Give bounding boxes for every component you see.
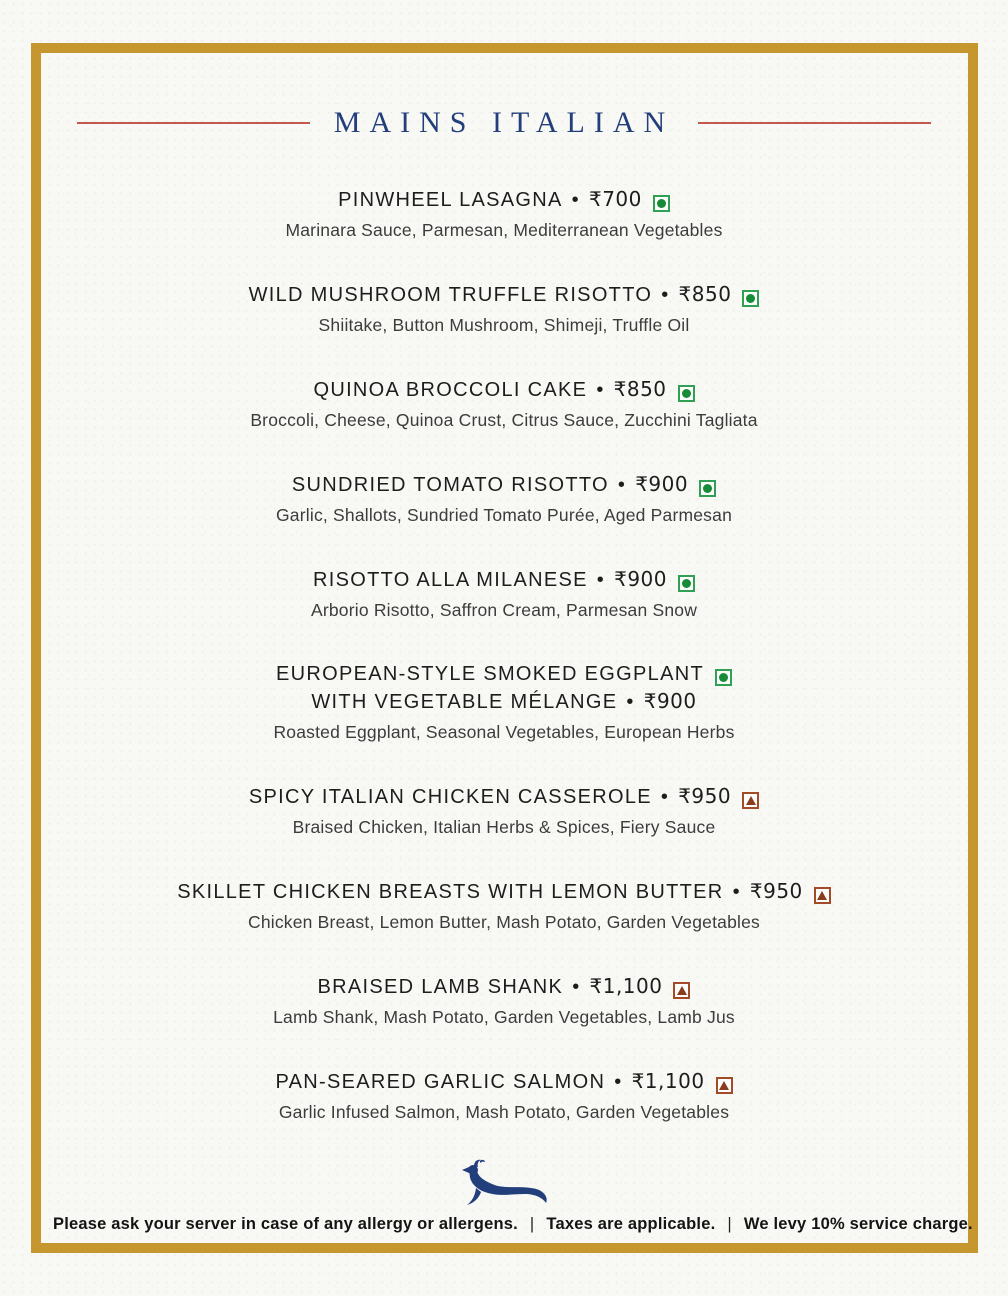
veg-indicator-icon <box>678 385 695 402</box>
peacock-logo-icon <box>454 1157 554 1209</box>
item-title <box>60 783 948 811</box>
menu-item <box>60 376 948 432</box>
item-title <box>60 1068 948 1096</box>
allergy-note: Please ask your server in case of any allergy or allergens. <box>53 1215 518 1233</box>
item-price: ₹900 <box>635 472 689 496</box>
veg-indicator-icon <box>715 669 732 686</box>
item-name: BRAISED LAMB SHANK <box>317 976 564 998</box>
item-description: Garlic, Shallots, Sundried Tomato Purée, Aged Parmesan <box>276 505 732 525</box>
item-title <box>60 566 948 594</box>
nonveg-indicator-icon <box>814 887 831 904</box>
menu-item <box>60 281 948 337</box>
menu-item <box>60 1068 948 1124</box>
item-title <box>60 878 948 906</box>
footer-separator: | <box>727 1215 732 1233</box>
service-charge-note: We levy 10% service charge. <box>743 1215 973 1233</box>
item-title <box>60 471 948 499</box>
bullet-separator: • <box>660 786 670 808</box>
bullet-separator: • <box>614 1071 623 1093</box>
menu-item <box>60 566 948 622</box>
title-rule-right <box>698 122 931 124</box>
menu-item-list <box>60 186 948 1163</box>
item-name: PINWHEEL LASAGNA <box>338 189 563 211</box>
item-title <box>60 281 948 309</box>
menu-item <box>60 783 948 839</box>
item-price: ₹900 <box>643 689 697 713</box>
footer-note <box>53 1215 973 1234</box>
item-name: RISOTTO ALLA MILANESE <box>312 569 588 591</box>
item-description: Roasted Eggplant, Seasonal Vegetables, European Herbs <box>273 722 735 742</box>
item-price: ₹850 <box>678 282 732 306</box>
nonveg-indicator-icon <box>742 792 759 809</box>
item-name: WILD MUSHROOM TRUFFLE RISOTTO <box>248 284 653 306</box>
bullet-separator: • <box>596 569 606 591</box>
item-name-line2: WITH VEGETABLE MÉLANGE <box>311 691 618 713</box>
nonveg-indicator-icon <box>673 982 690 999</box>
menu-item <box>60 973 948 1029</box>
item-description: Garlic Infused Salmon, Mash Potato, Garden Vegetables <box>278 1102 730 1122</box>
item-description: Shiitake, Button Mushroom, Shimeji, Truffle Oil <box>318 315 690 335</box>
bullet-separator: • <box>571 189 580 211</box>
page-footer <box>53 1157 973 1234</box>
item-description: Lamb Shank, Mash Potato, Garden Vegetables, Lamb Jus <box>273 1007 735 1027</box>
item-name: SPICY ITALIAN CHICKEN CASSEROLE <box>248 786 652 808</box>
item-title-line2 <box>60 688 948 716</box>
item-name: PAN-SEARED GARLIC SALMON <box>275 1071 606 1093</box>
item-description: Marinara Sauce, Parmesan, Mediterranean Vegetables <box>285 220 723 240</box>
section-header <box>0 106 1008 140</box>
item-description: Chicken Breast, Lemon Butter, Mash Potato, Garden Vegetables <box>247 912 760 932</box>
item-title <box>60 661 948 688</box>
taxes-note: Taxes are applicable. <box>546 1215 716 1233</box>
item-price: ₹950 <box>749 879 803 903</box>
veg-indicator-icon <box>742 290 759 307</box>
item-price: ₹850 <box>613 377 667 401</box>
item-name: SKILLET CHICKEN BREASTS WITH LEMON BUTTER <box>177 881 724 903</box>
veg-indicator-icon <box>678 575 695 592</box>
bullet-separator: • <box>572 976 581 998</box>
menu-item <box>60 661 948 744</box>
item-title <box>60 973 948 1001</box>
veg-indicator-icon <box>699 480 716 497</box>
item-name: EUROPEAN-STYLE SMOKED EGGPLANT <box>276 663 704 685</box>
item-price: ₹950 <box>678 784 732 808</box>
title-rule-left <box>77 122 310 124</box>
item-name: SUNDRIED TOMATO RISOTTO <box>291 474 609 496</box>
menu-item <box>60 878 948 934</box>
menu-item <box>60 186 948 242</box>
item-price: ₹1,100 <box>631 1069 705 1093</box>
nonveg-indicator-icon <box>716 1077 733 1094</box>
bullet-separator: • <box>626 691 635 713</box>
menu-item <box>60 471 948 527</box>
item-price: ₹900 <box>614 567 668 591</box>
veg-indicator-icon <box>653 195 670 212</box>
item-description: Arborio Risotto, Saffron Cream, Parmesan Snow <box>310 600 698 620</box>
item-price: ₹700 <box>588 187 642 211</box>
section-title: MAINS ITALIAN <box>333 106 675 139</box>
bullet-separator: • <box>661 284 670 306</box>
footer-separator: | <box>529 1215 535 1233</box>
item-description: Broccoli, Cheese, Quinoa Crust, Citrus Sauce, Zucchini Tagliata <box>250 410 758 430</box>
item-price: ₹1,100 <box>589 974 663 998</box>
bullet-separator: • <box>732 881 741 903</box>
item-title <box>60 376 948 404</box>
bullet-separator: • <box>617 474 627 496</box>
item-description: Braised Chicken, Italian Herbs & Spices, Fiery Sauce <box>292 817 716 837</box>
item-title <box>60 186 948 214</box>
item-name: QUINOA BROCCOLI CAKE <box>313 379 588 401</box>
bullet-separator: • <box>596 379 605 401</box>
